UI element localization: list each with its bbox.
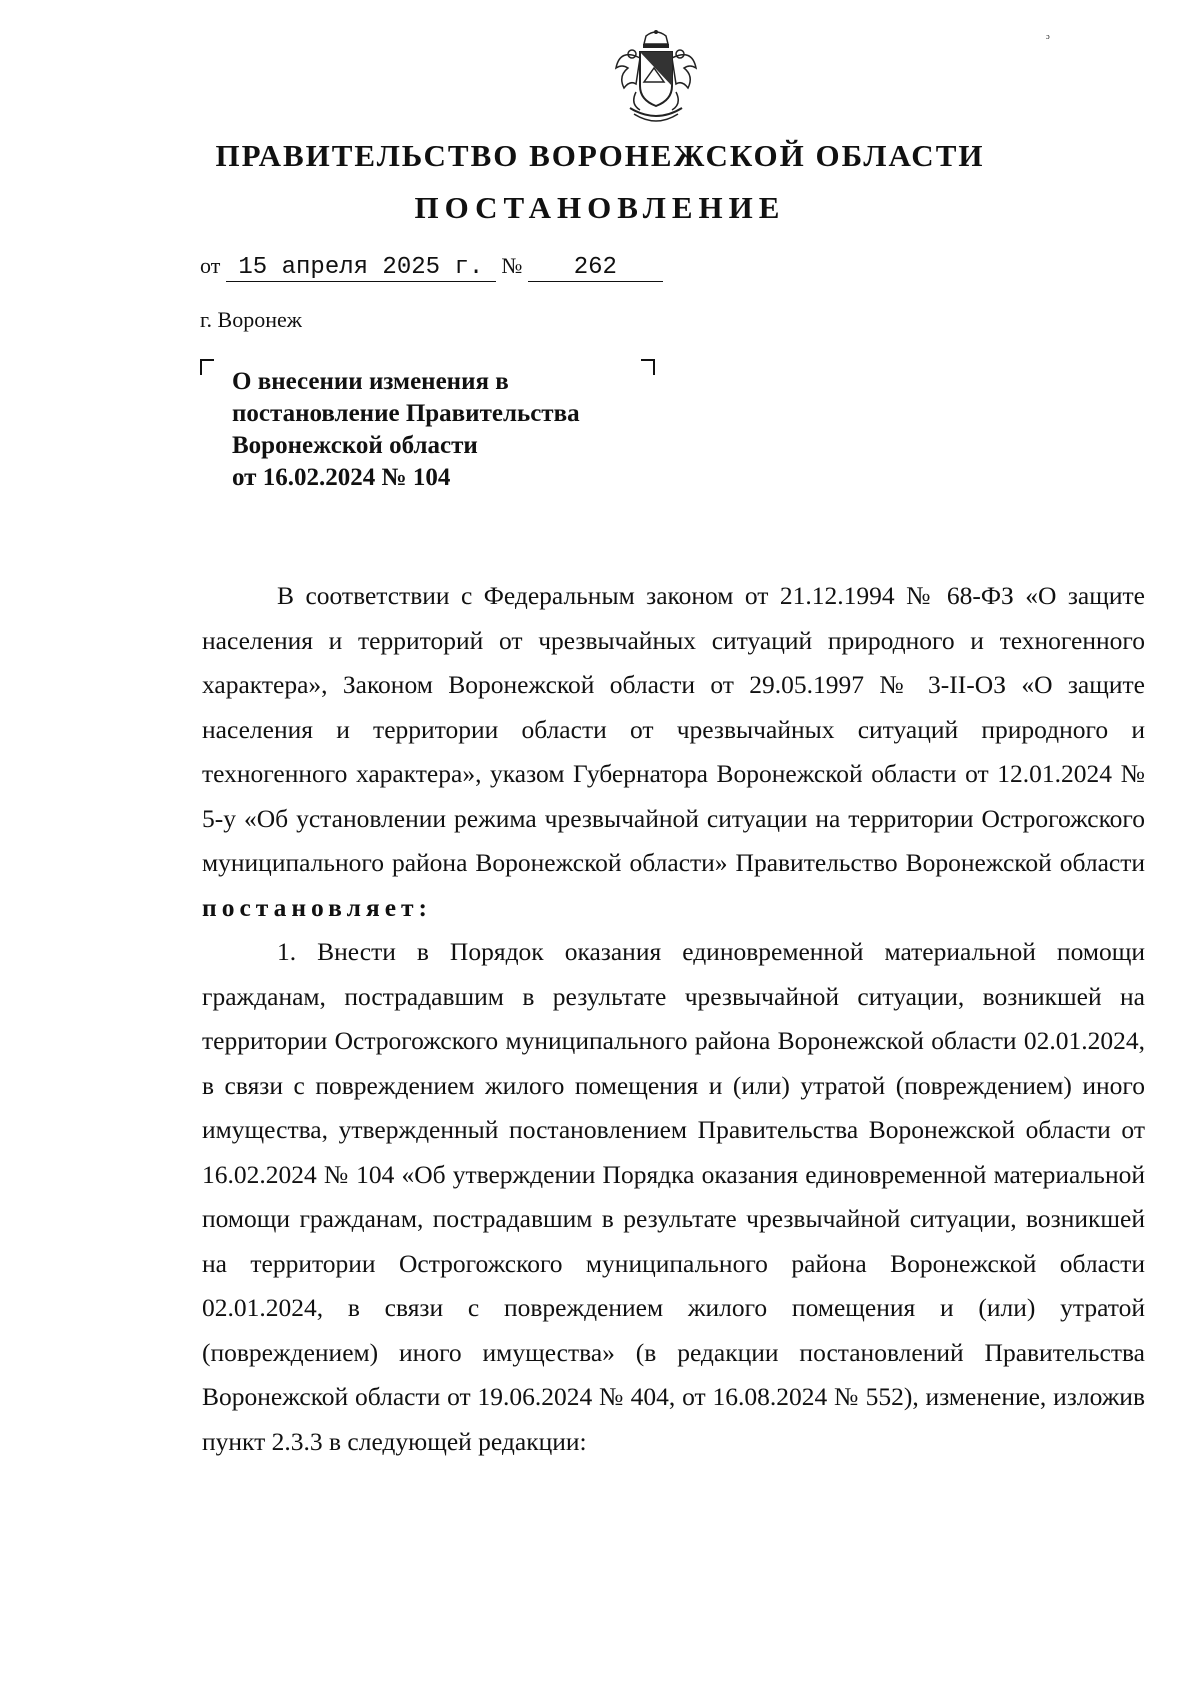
preamble-paragraph — [202, 574, 1145, 930]
subject-line: от 16.02.2024 № 104 — [232, 464, 451, 491]
government-title: ПРАВИТЕЛЬСТВО ВОРОНЕЖСКОЙ ОБЛАСТИ — [215, 138, 985, 173]
document-number: 262 — [528, 257, 663, 282]
city-label: г. Воронеж — [200, 307, 302, 332]
subject-line: Воронежской области — [232, 432, 478, 459]
document-date: 15 апреля 2025 г. — [226, 257, 496, 282]
item-1-paragraph: 1. Внести в Порядок оказания единовременной материальной помощи гражданам, пострадавшим в результате чрезвычайной ситуации, возникшей на территории Острогожского муниципального района Воронежской области 02.01.2024, в связи с повреждением жилого помещения и (или) утратой (повреждением) иного имущества, утвержденный постановлением Правительства Воронежской области от 16.02.2024 № 104 «Об утверждении Порядка оказания единовременной материальной помощи гражданам, пострадавшим в результате чрезвычайной ситуации, возникшей на территории Острогожского муниципального района Воронежской области 02.01.2024, в связи с повреждением жилого помещения и (или) утратой (повреждением) иного имущества» (в редакции постановлений Правительства Воронежской области от 19.06.2024 № 404, от 16.08.2024 № 552), изменение, изложив пункт 2.3.3 в следующей редакции: — [202, 937, 1145, 1456]
subject-line: О внесении изменения в — [232, 368, 509, 395]
document-body — [202, 574, 1145, 1464]
corner-mark: ᵓ — [1046, 32, 1050, 47]
coat-of-arms-emblem — [610, 28, 702, 128]
subject-line: постановление Правительства — [232, 400, 580, 427]
document-subject — [232, 366, 652, 494]
number-label: № — [501, 253, 523, 278]
preamble-text: В соответствии с Федеральным законом от 21.12.1994 № 68-ФЗ «О защите населения и территорий от чрезвычайных ситуаций природного и техногенного характера», Законом Воронежской области от 29.05.1997 № 3-II-ОЗ «О защите населения и территории области от чрезвычайных ситуаций природного и техногенного характера», указом Губернатора Воронежской области от 12.01.2024 № 5-у «Об установлении режима чрезвычайной ситуации на территории Острогожского муниципального района Воронежской области» Правительство Воронежской области — [202, 581, 1145, 877]
document-type-title: ПОСТАНОВЛЕНИЕ — [414, 190, 786, 225]
from-label: от — [200, 253, 221, 278]
resolves-keyword: постановляет: — [202, 892, 433, 922]
date-number-line — [200, 253, 663, 282]
subject-bracket-left — [200, 359, 214, 375]
